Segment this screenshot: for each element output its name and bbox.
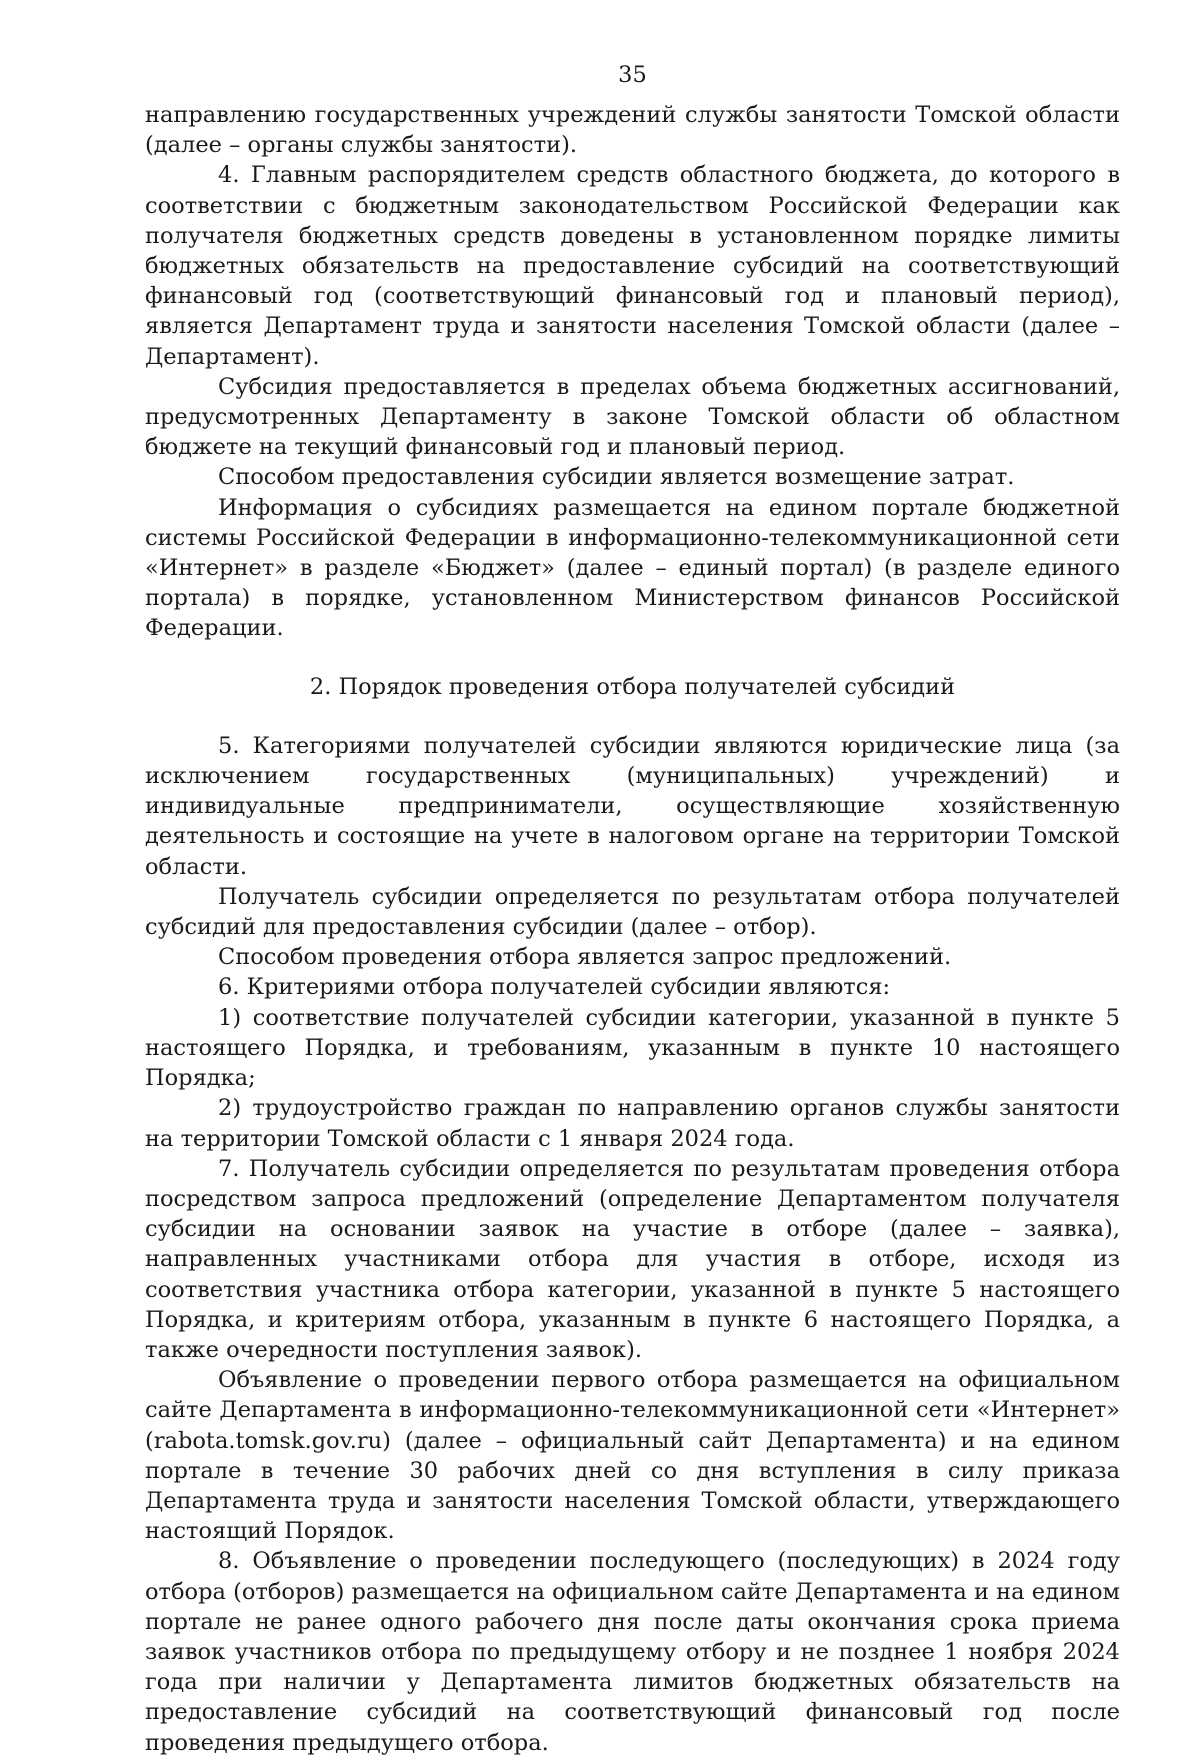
- paragraph-selection-method: Способом проведения отбора является запрос предложений.: [218, 944, 952, 971]
- paragraph-subsidy-method: Способом предоставления субсидии является возмещение затрат.: [218, 464, 1015, 491]
- paragraph-recipient-selection: Получатель субсидии определяется по результатам отбора получателей субсидий для предоставления субсидии (далее – отбор).: [145, 883, 1120, 941]
- paragraph-item-8: 8. Объявление о проведении последующего (последующих) в 2024 году отбора (отборов) размещается на официальном сайте Департамента и на едином портале не ранее одного рабочего дня после даты окончания срока приема заявок участников отбора по предыдущему отбору и не позднее 1 ноября 2024 года при наличии у Департамента лимитов бюджетных обязательств на предоставление субсидий на соответствующий финансовый год после проведения предыдущего отбора.: [145, 1548, 1120, 1756]
- paragraph-item-6: 6. Критериями отбора получателей субсидии являются:: [218, 974, 891, 1001]
- paragraph-subsidy-info: Информация о субсидиях размещается на едином портале бюджетной системы Российской Федерации в информационно-телекоммуникационной сети «Интернет» в разделе «Бюджет» (далее – единый портал) (в разделе единого портала) в порядке, установленном Министерством финансов Российской Федерации.: [145, 494, 1120, 642]
- page-number: 35: [618, 62, 647, 88]
- paragraph-continuation: направлению государственных учреждений службы занятости Томской области (далее – органы службы занятости).: [145, 102, 1120, 159]
- paragraph-item-5: 5. Категориями получателей субсидии являются юридические лица (за исключением государственных (муниципальных) учреждений) и индивидуальные предприниматели, осуществляющие хозяйственную деятельность и состоящие на учете в налоговом органе на территории Томской области.: [145, 732, 1120, 880]
- paragraph-subsidy-limits: Субсидия предоставляется в пределах объема бюджетных ассигнований, предусмотренных Департаменту в законе Томской области об областном бюджете на текущий финансовый год и плановый период.: [145, 373, 1120, 461]
- paragraph-criterion-1: 1) соответствие получателей субсидии категории, указанной в пункте 5 настоящего Порядка, и требованиям, указанным в пункте 10 настоящего Порядка;: [145, 1004, 1120, 1092]
- document-page: [145, 60, 1120, 1758]
- paragraph-item-4: 4. Главным распорядителем средств областного бюджета, до которого в соответствии с бюджетным законодательством Российской Федерации как получателя бюджетных средств доведены в установленном порядке лимиты бюджетных обязательств на предоставление субсидий на соответствующий финансовый год (соответствующий финансовый год и плановый период), является Департамент труда и занятости населения Томской области (далее – Департамент).: [145, 162, 1120, 370]
- paragraph-criterion-2: 2) трудоустройство граждан по направлению органов службы занятости на территории Томской области с 1 января 2024 года.: [145, 1095, 1120, 1152]
- paragraph-item-7: 7. Получатель субсидии определяется по результатам проведения отбора посредством запроса предложений (определение Департаментом получателя субсидии на основании заявок на участие в отборе (далее – заявка), направленных участниками отбора для участия в отборе, исходя из соответствия участника отбора категории, указанной в пункте 5 настоящего Порядка, и критериям отбора, указанным в пункте 6 настоящего Порядка, а также очередности поступления заявок).: [145, 1155, 1120, 1363]
- section-heading: 2. Порядок проведения отбора получателей субсидий: [309, 673, 956, 700]
- paragraph-first-announcement: Объявление о проведении первого отбора размещается на официальном сайте Департамента в информационно-телекоммуникационной сети «Интернет» (rabota.tomsk.gov.ru) (далее – официальный сайт Департамента) и на едином портале в течение 30 рабочих дней со дня вступления в силу приказа Департамента труда и занятости населения Томской области, утверждающего настоящий Порядок.: [145, 1367, 1120, 1545]
